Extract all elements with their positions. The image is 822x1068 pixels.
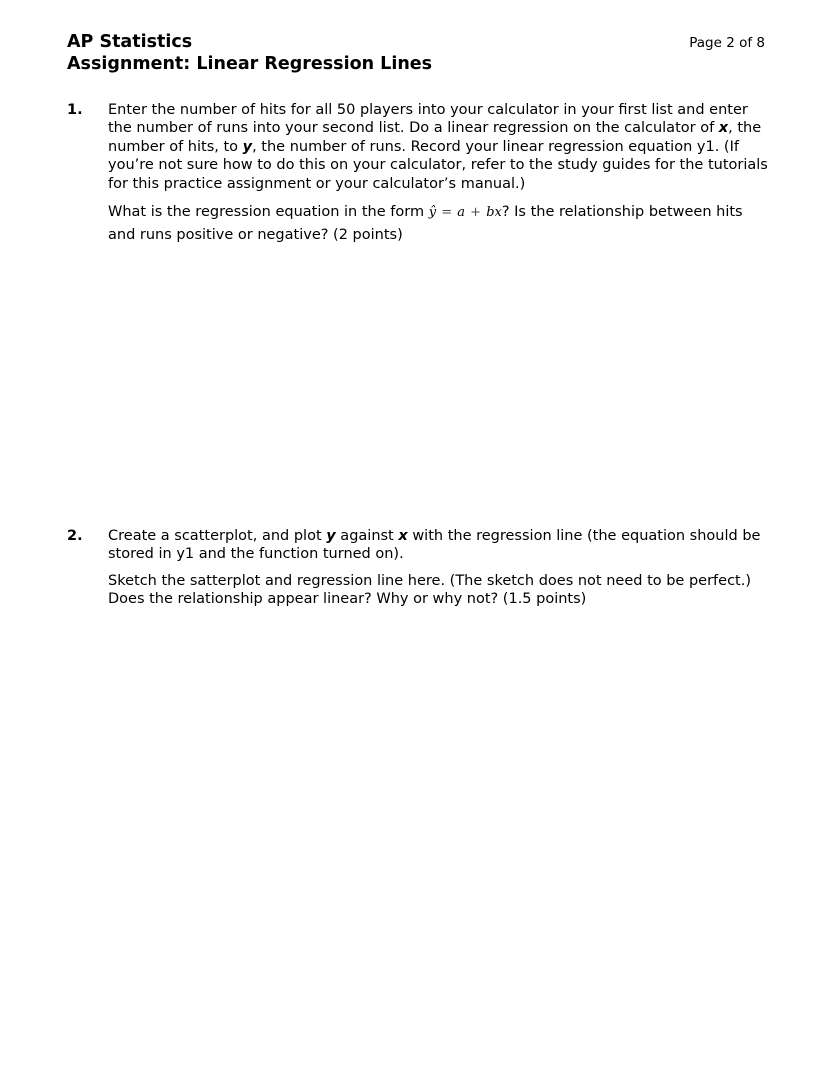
question-body (108, 101, 772, 246)
eq-a: a (457, 205, 465, 221)
question-body (108, 527, 772, 609)
text-segment: against (335, 528, 399, 544)
text-segment: , the number of hits, to (108, 120, 762, 155)
question-prompt (108, 201, 772, 246)
eq-plus: + (470, 205, 482, 221)
course-title: AP Statistics (67, 32, 193, 52)
document-title (67, 31, 432, 75)
question-instructions (108, 527, 772, 564)
text-segment: Create a scatterplot, and plot (108, 528, 327, 544)
variable-y: y (326, 528, 336, 544)
text-segment: Enter the number of hits for all 50 players into your calculator in your first list and enter the number of runs into your second list. Do a linear regression on the calculator of (108, 102, 748, 137)
question-prompt: Sketch the satterplot and regression line here. (The sketch does not need to be perfect.) Does the relationship appear linear? Why or why not? (1.5 points) (108, 572, 751, 608)
question-number: 2. (67, 528, 83, 544)
text-segment: with the regression line (the equation should be stored in y1 and the function turned on). (108, 528, 761, 563)
eq-equals: = (441, 205, 453, 221)
text-segment: ? Is the relationship between hits and runs positive or negative? (2 points) (108, 204, 743, 244)
text-segment: , the number of runs. Record your linear regression equation y1. (If you’re not sure how to do this on your calculator, refer to the study guides for the tutorials for this practice assignment or your calculator’s manual.) (108, 138, 768, 192)
page-number: Page 2 of 8 (689, 35, 765, 51)
eq-yhat: ŷ (428, 205, 437, 221)
text-segment: What is the regression equation in the form (108, 204, 429, 221)
variable-x: x (398, 528, 408, 544)
eq-bx: bx (486, 205, 502, 221)
variable-y: y (242, 138, 253, 155)
question-instructions (108, 101, 772, 193)
assignment-title: Assignment: Linear Regression Lines (67, 54, 433, 74)
variable-x: x (718, 120, 729, 137)
question-number: 1. (67, 102, 83, 118)
regression-equation (429, 205, 502, 220)
